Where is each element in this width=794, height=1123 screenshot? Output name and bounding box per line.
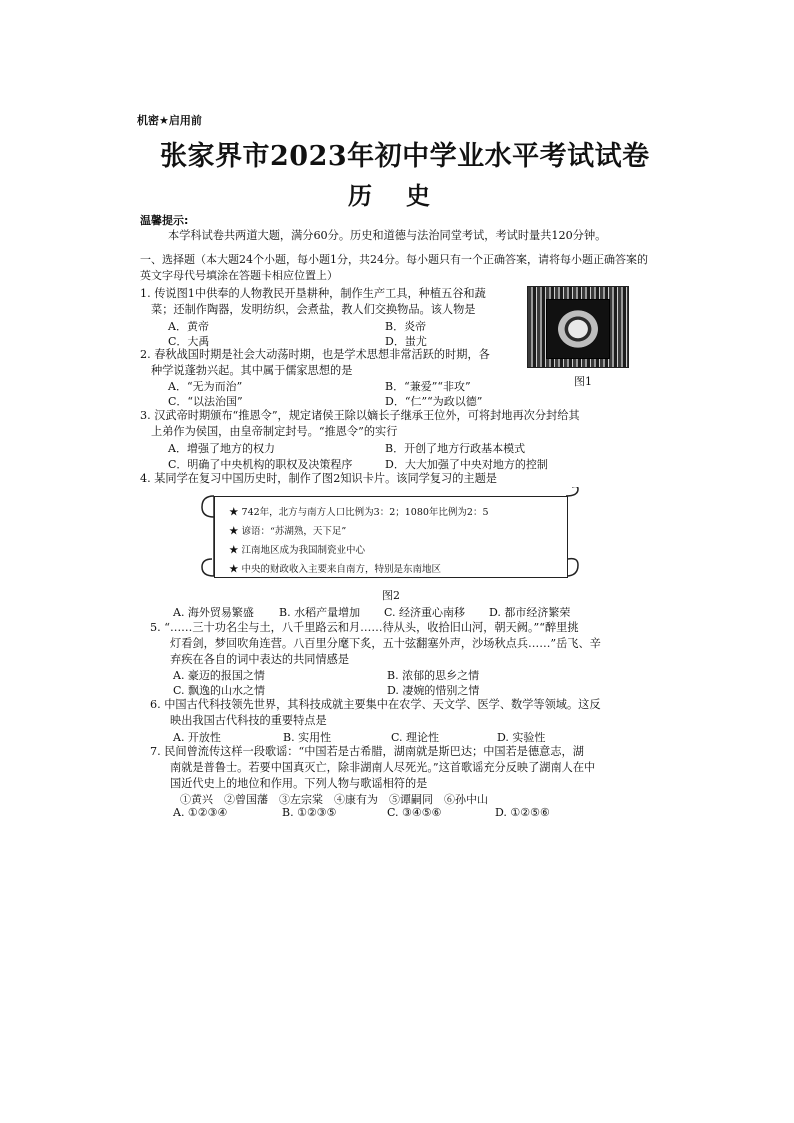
q7-option-c: C. ③④⑤⑥ <box>387 806 442 819</box>
confidential-label: 机密★启用前 <box>137 114 202 127</box>
q6-option-b: B. 实用性 <box>283 731 332 744</box>
q5-option-d: D. 凄婉的惜别之情 <box>387 684 480 697</box>
q3-option-b: B．开创了地方行政基本模式 <box>385 442 526 455</box>
q7-option-b: B. ①②③⑤ <box>282 806 337 819</box>
q2-option-b: B．“兼爱”“非攻” <box>385 380 471 393</box>
q2-option-d: D．“仁”“为政以德” <box>385 395 483 408</box>
question-7-line-3: 国近代史上的地位和作用。下列人物与歌谣相符的是 <box>170 777 428 790</box>
q4-option-c: C. 经济重心南移 <box>384 606 466 619</box>
q7-option-d: D. ①②⑤⑥ <box>495 806 550 819</box>
q1-option-d: D．蚩尤 <box>385 335 427 348</box>
card-item-4: ★ 中央的财政收入主要来自南方，特别是东南地区 <box>229 564 442 575</box>
figure-1-label: 图1 <box>574 375 592 388</box>
q2-option-a: A．“无为而治” <box>168 380 243 393</box>
question-6-line-2: 映出我国古代科技的重要特点是 <box>170 714 327 727</box>
tips-body: 本学科试卷共两道大题，满分60分。历史和道德与法治同堂考试，考试时量共120分钟。 <box>168 229 607 242</box>
question-6-line-1: 6. 中国古代科技领先世界，其科技成就主要集中在农学、天文学、医学、数学等领域。这反 <box>150 698 601 711</box>
q5-option-c: C. 飘逸的山水之情 <box>173 684 266 697</box>
question-7-line-2: 南就是普鲁士。若要中国真灭亡，除非湖南人尽死光。”这首歌谣充分反映了湖南人在中 <box>170 761 596 774</box>
figure-2-label: 图2 <box>382 589 400 602</box>
question-2-line-2: 种学说蓬勃兴起。其中属于儒家思想的是 <box>151 364 353 377</box>
q4-option-b: B. 水稻产量增加 <box>279 606 361 619</box>
q5-option-a: A. 豪迈的报国之情 <box>173 669 265 682</box>
q4-option-d: D. 都市经济繁荣 <box>489 606 571 619</box>
question-5-line-1: 5. “……三十功名尘与土，八千里路云和月……待从头，收拾旧山河，朝天阙。”“醉里挑 <box>150 621 579 634</box>
question-5-line-2: 灯看剑，梦回吹角连营。八百里分麾下炙，五十弦翻塞外声，沙场秋点兵……”岳飞、辛 <box>170 637 601 650</box>
question-1-line-2: 菜；还制作陶器，发明纺织，会煮盐，教人们交换物品。该人物是 <box>151 303 476 316</box>
question-2-line-1: 2. 春秋战国时期是社会大动荡时期，也是学术思想非常活跃的时期，各 <box>140 348 490 361</box>
exam-title: 张家界市2023年初中学业水平考试试卷 <box>160 141 650 172</box>
figure-1-image <box>527 286 629 368</box>
q3-option-d: D．大大加强了中央对地方的控制 <box>385 458 548 471</box>
q7-option-a: A. ①②③④ <box>173 806 228 819</box>
q6-option-c: C. 理论性 <box>391 731 440 744</box>
q1-option-a: A．黄帝 <box>168 320 209 333</box>
question-4-line-1: 4. 某同学在复习中国历史时，制作了图2知识卡片。该同学复习的主题是 <box>140 472 497 485</box>
q2-option-c: C．“以法治国” <box>168 395 243 408</box>
question-5-line-3: 弃疾在各自的词中表达的共同情感是 <box>170 653 350 666</box>
card-item-1: ★ 742年，北方与南方人口比例为3：2；1080年比例为2：5 <box>229 507 489 518</box>
q6-option-a: A. 开放性 <box>173 731 221 744</box>
q6-option-d: D. 实验性 <box>497 731 546 744</box>
question-1-line-1: 1. 传说图1中供奉的人物教民开垦耕种，制作生产工具，种植五谷和蔬 <box>140 287 486 300</box>
q5-option-b: B. 浓郁的思乡之情 <box>387 669 480 682</box>
subject-title: 历史 <box>348 181 464 210</box>
q1-option-c: C．大禹 <box>168 335 210 348</box>
question-3-line-1: 3. 汉武帝时期颁布“推恩令”，规定诸侯王除以嫡长子继承王位外，可将封地再次分封给其 <box>140 409 580 422</box>
tips-heading: 温馨提示: <box>140 214 189 227</box>
q4-option-a: A. 海外贸易繁盛 <box>173 606 254 619</box>
q3-option-a: A．增强了地方的权力 <box>168 442 275 455</box>
question-7-line-1: 7. 民间曾流传这样一段歌谣：“中国若是古希腊，湖南就是斯巴达；中国若是德意志，湖 <box>150 745 584 758</box>
figure-2-knowledge-card <box>200 487 580 583</box>
knowledge-card-body <box>214 496 568 578</box>
q3-option-c: C．明确了中央机构的职权及决策程序 <box>168 458 353 471</box>
q1-option-b: B．炎帝 <box>385 320 427 333</box>
card-item-2: ★ 谚语：“苏湖熟，天下足” <box>229 526 347 537</box>
card-item-3: ★ 江南地区成为我国制瓷业中心 <box>229 545 366 556</box>
q7-items: ①黄兴 ②曾国藩 ③左宗棠 ④康有为 ⑤谭嗣同 ⑥孙中山 <box>180 793 488 806</box>
question-3-line-2: 上弟作为侯国，由皇帝制定封号。“推恩令”的实行 <box>151 425 398 438</box>
section-heading: 一、选择题（本大题24个小题，每小题1分，共24分。每小题只有一个正确答案，请将每小题正确答案的英文字母代号填涂在答题卡相应位置上） <box>140 253 648 282</box>
